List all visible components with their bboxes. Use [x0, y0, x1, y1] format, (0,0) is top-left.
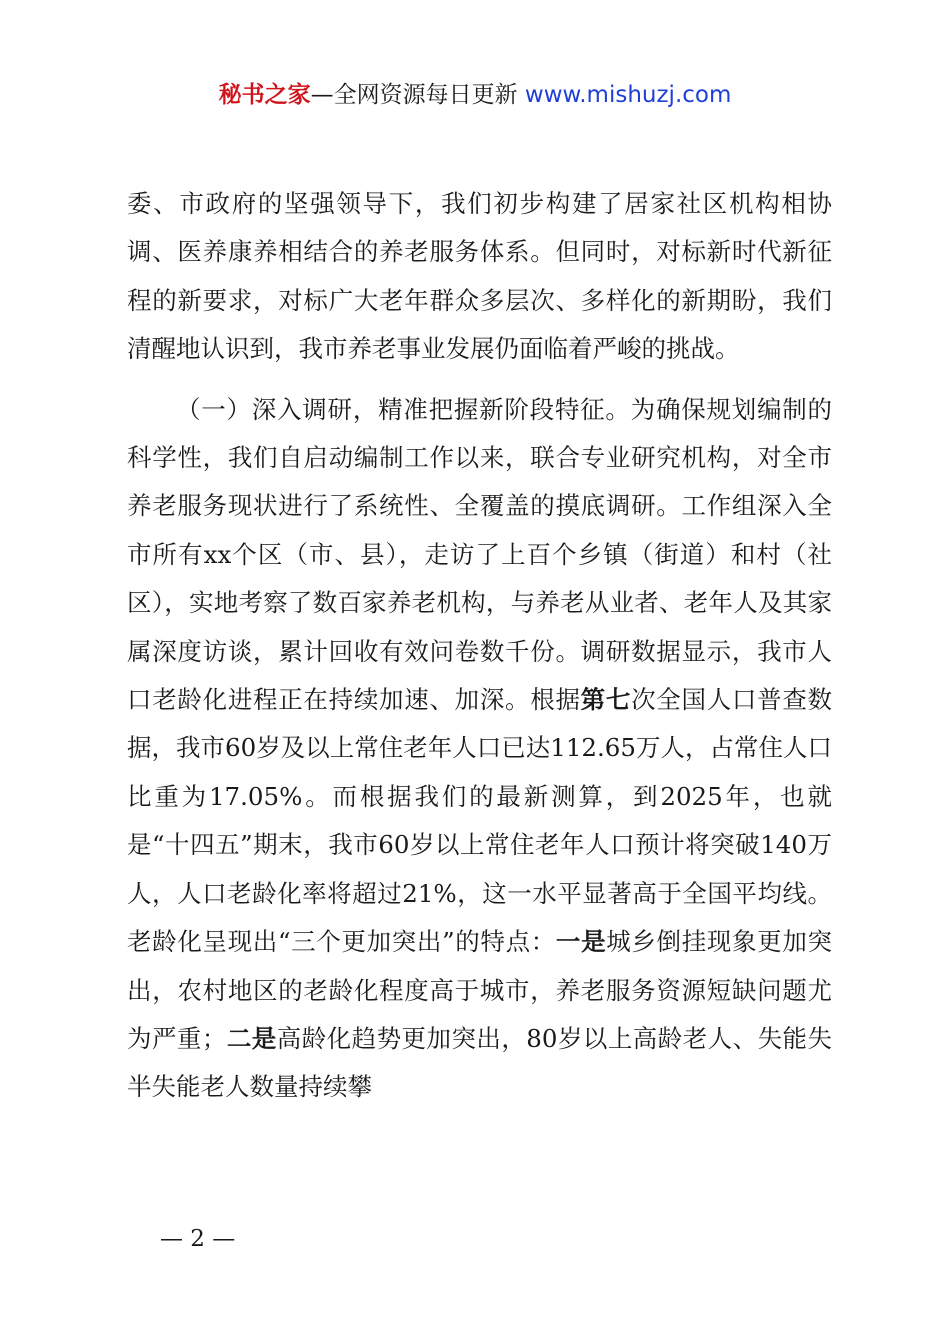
paragraph-2-text-3: 城乡倒挂现象更加突出，农村地区的老龄化程度高于城市，养老服务资源短缺问题尤为严重； — [127, 927, 833, 1053]
paragraph-2-bold-2: 一是 — [555, 927, 607, 957]
header-url-link[interactable]: www.mishuzj.com — [524, 82, 732, 108]
paragraph-2-text-2: 次全国人口普查数据，我市60岁及以上常住老年人口已达112.65万人，占常住人口比重为17.05%。而根据我们的最新测算，到2025年，也就是“十四五”期末，我市60岁以上常住老年人口预计将突破140万人，人口老龄化率将超过21%，这一水平显著高于全国平均线。老龄化呈现出“三个更加突出”的特点： — [127, 685, 833, 957]
paragraph-2-text-4: 高龄化趋势更加突出，80岁以上高龄老人、失能失半失能老人数量持续攀 — [127, 1023, 832, 1102]
page-number: — 2 — — [160, 1226, 236, 1252]
document-header — [0, 78, 950, 112]
paragraph-2-text-1: （一）深入调研，精准把握新阶段特征。为确保规划编制的科学性，我们自启动编制工作以来，联合专业研究机构，对全市养老服务现状进行了系统性、全覆盖的摸底调研。工作组深入全市所有xx个区（市、县），走访了上百个乡镇（街道）和村（社区），实地考察了数百家养老机构，与养老从业者、老年人及其家属深度访谈，累计回收有效问卷数千份。调研数据显示，我市人口老龄化进程正在持续加速、加深。根据 — [127, 394, 832, 715]
paragraph-2-bold-1: 第七 — [580, 685, 632, 715]
paragraph-2 — [127, 386, 832, 1112]
paragraph-2-bold-3: 二是 — [226, 1023, 277, 1053]
document-body — [127, 180, 832, 1112]
header-brand: 秘书之家 — [218, 82, 311, 108]
paragraph-1: 委、市政府的坚强领导下，我们初步构建了居家社区机构相协调、医养康养相结合的养老服务体系。但同时，对标新时代新征程的新要求，对标广大老年群众多层次、多样化的新期盼，我们清醒地认识到，我市养老事业发展仍面临着严峻的挑战。 — [127, 189, 832, 364]
header-tagline: —全网资源每日更新 — [310, 82, 525, 108]
